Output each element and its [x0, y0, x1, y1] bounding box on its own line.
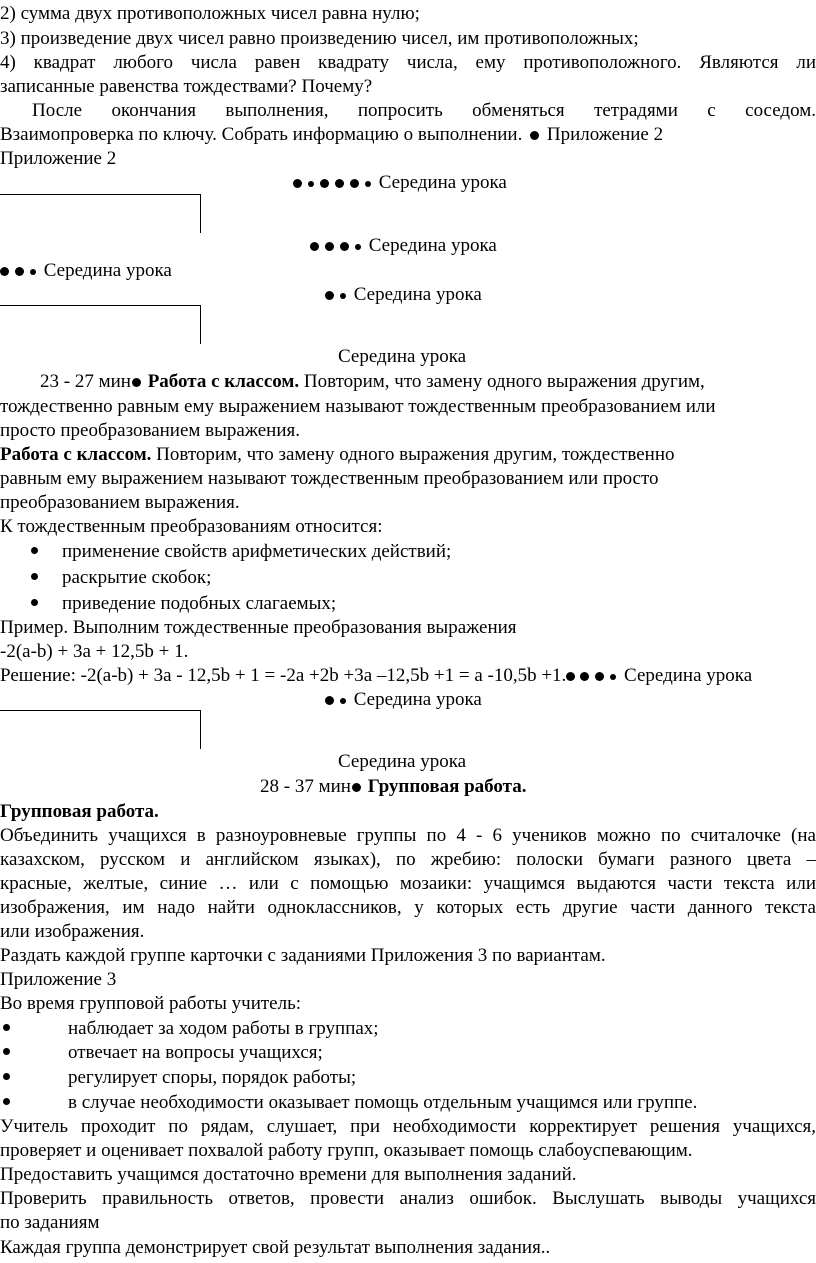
- middle-label: Середина урока: [338, 751, 467, 772]
- bullet-icon: [340, 293, 346, 299]
- text-line: [0, 664, 816, 687]
- text-line: 3) произведение двух чисел равно произведению чисел, им противоположных;: [0, 28, 639, 49]
- text-line: Объединить учащихся в разноуровневые группы по 4 - 6 учеников можно по считалочке (на: [0, 825, 816, 846]
- list-item: отвечает на вопросы учащихся;: [68, 1042, 323, 1063]
- blank-box: [0, 305, 201, 344]
- text-line: равным ему выражением называют тождественным преобразованием или просто: [0, 468, 659, 489]
- bullet-icon: [3, 1048, 10, 1055]
- class-work-heading: [40, 370, 705, 393]
- text-line: просто преобразованием выражения.: [0, 420, 300, 441]
- bullet-icon: [0, 267, 9, 276]
- text-line: Проверить правильность ответов, провести анализ ошибок. Выслушать выводы учащихся: [0, 1188, 816, 1209]
- bullet-icon: [340, 242, 349, 251]
- bullet-icon: [30, 269, 36, 275]
- text-line: 2) сумма двух противоположных чисел равна нулю;: [0, 3, 420, 24]
- bullet-icon: [3, 1073, 10, 1080]
- bullet-icon: [15, 267, 24, 276]
- bullet-icon: [530, 131, 539, 140]
- list-item: применение свойств арифметических действий;: [62, 541, 452, 562]
- text-line: тождественно равным ему выражением называют тождественным преобразованием или: [0, 396, 716, 417]
- middle-label: Середина урока: [353, 689, 482, 710]
- middle-marker: [290, 171, 507, 194]
- text-line: 4) квадрат любого числа равен квадрату числа, ему противоположного. Являются ли: [0, 52, 816, 73]
- bullet-icon: [31, 547, 38, 554]
- bullet-icon: [352, 783, 361, 792]
- list-item: наблюдает за ходом работы в группах;: [68, 1018, 379, 1039]
- bullet-icon: [310, 242, 319, 251]
- section-title: Групповая работа.: [0, 801, 159, 822]
- text-span: Повторим, что замену одного выражения другим,: [303, 371, 705, 392]
- list-item: раскрытие скобок;: [62, 567, 212, 588]
- bullet-icon: [308, 181, 314, 187]
- text-line: красные, желтые, синие … или с помощью мозаики: учащимся выдаются части текста или: [0, 873, 816, 894]
- text-line: Каждая группа демонстрирует свой результат выполнения задания..: [0, 1237, 551, 1258]
- text-line: Раздать каждой группе карточки с заданиями Приложения 3 по вариантам.: [0, 945, 606, 966]
- bullet-icon: [132, 378, 141, 387]
- text-line: Приложение 3: [0, 969, 117, 990]
- text-line: изображения, им надо найти одноклассников, у которых есть другие части данного текста: [0, 897, 816, 918]
- text-line: записанные равенства тождествами? Почему?: [0, 76, 373, 97]
- text-line: казахском, русском и английском языках), по жребию: полоски бумаги разного цвета –: [0, 849, 816, 870]
- bullet-icon: [365, 181, 371, 187]
- bullet-icon: [595, 672, 604, 681]
- bullet-icon: [580, 672, 589, 681]
- list-item: приведение подобных слагаемых;: [62, 593, 337, 614]
- time-label: 23 - 27 мин: [40, 371, 131, 392]
- middle-label: Середина урока: [624, 665, 753, 686]
- list-item: в случае необходимости оказывает помощь отдельным учащимся или группе.: [68, 1092, 698, 1113]
- text-line: Во время групповой работы учитель:: [0, 993, 302, 1014]
- section-title: Работа с классом.: [0, 444, 152, 465]
- middle-label: Середина урока: [353, 284, 482, 305]
- bullet-icon: [325, 291, 334, 300]
- text-line: Приложение 2: [0, 148, 117, 169]
- bullet-icon: [3, 1098, 10, 1105]
- bullet-icon: [325, 696, 334, 705]
- bullet-icon: [566, 672, 575, 681]
- bullet-icon: [293, 179, 302, 188]
- bullet-icon: [355, 244, 361, 250]
- text-line: Предоставить учащимся достаточно времени для выполнения заданий.: [0, 1164, 577, 1185]
- text-line: [0, 123, 816, 146]
- section-heading: [0, 800, 816, 823]
- text-line: по заданиям: [0, 1212, 100, 1233]
- text-line: проверяет и оценивает похвалой работу групп, оказывает помощь слабоуспевающим.: [0, 1140, 693, 1161]
- text-span: Повторим, что замену одного выражения другим, тождественно: [156, 444, 675, 465]
- text-line: Пример. Выполним тождественные преобразования выражения: [0, 617, 517, 638]
- bullet-icon: [3, 1024, 10, 1031]
- group-work-heading: [260, 775, 527, 798]
- middle-marker: [307, 234, 497, 257]
- bullet-icon: [325, 242, 334, 251]
- solution-text: Решение: -2(a-b) + 3a - 12,5b + 1 = -2a +2b +3a –12,5b +1 = a -10,5b +1.: [0, 665, 567, 686]
- section-title: Работа с классом.: [147, 371, 300, 392]
- text-line: После окончания выполнения, попросить обменяться тетрадями с соседом.: [32, 100, 816, 121]
- middle-label: Середина урока: [378, 172, 507, 193]
- bullet-icon: [340, 698, 346, 704]
- blank-box: [0, 710, 201, 749]
- math-expression: -2(a-b) + 3a + 12,5b + 1.: [0, 641, 189, 662]
- bullet-icon: [31, 573, 38, 580]
- text-line: [0, 443, 816, 466]
- text-line: Учитель проходит по рядам, слушает, при необходимости корректирует решения учащихся,: [0, 1116, 816, 1137]
- section-title: Групповая работа.: [367, 776, 527, 797]
- bullet-icon: [335, 179, 344, 188]
- bullet-icon: [320, 179, 329, 188]
- text-span: Взаимопроверка по ключу. Собрать информацию о выполнении.: [0, 124, 523, 145]
- blank-box: [0, 194, 201, 233]
- text-line: или изображения.: [0, 921, 145, 942]
- list-item: регулирует споры, порядок работы;: [68, 1067, 357, 1088]
- middle-marker: [322, 283, 482, 306]
- appendix-link[interactable]: Приложение 2: [546, 124, 664, 145]
- middle-label: Середина урока: [43, 260, 172, 281]
- middle-marker: [322, 688, 482, 711]
- middle-marker: [0, 259, 172, 282]
- time-label: 28 - 37 мин: [260, 776, 351, 797]
- middle-label: Середина урока: [338, 346, 467, 367]
- middle-label: Середина урока: [368, 235, 497, 256]
- text-line: К тождественным преобразованиям относится:: [0, 516, 383, 537]
- bullet-icon: [610, 674, 616, 680]
- text-line: преобразованием выражения.: [0, 492, 240, 513]
- bullet-icon: [350, 179, 359, 188]
- bullet-icon: [31, 599, 38, 606]
